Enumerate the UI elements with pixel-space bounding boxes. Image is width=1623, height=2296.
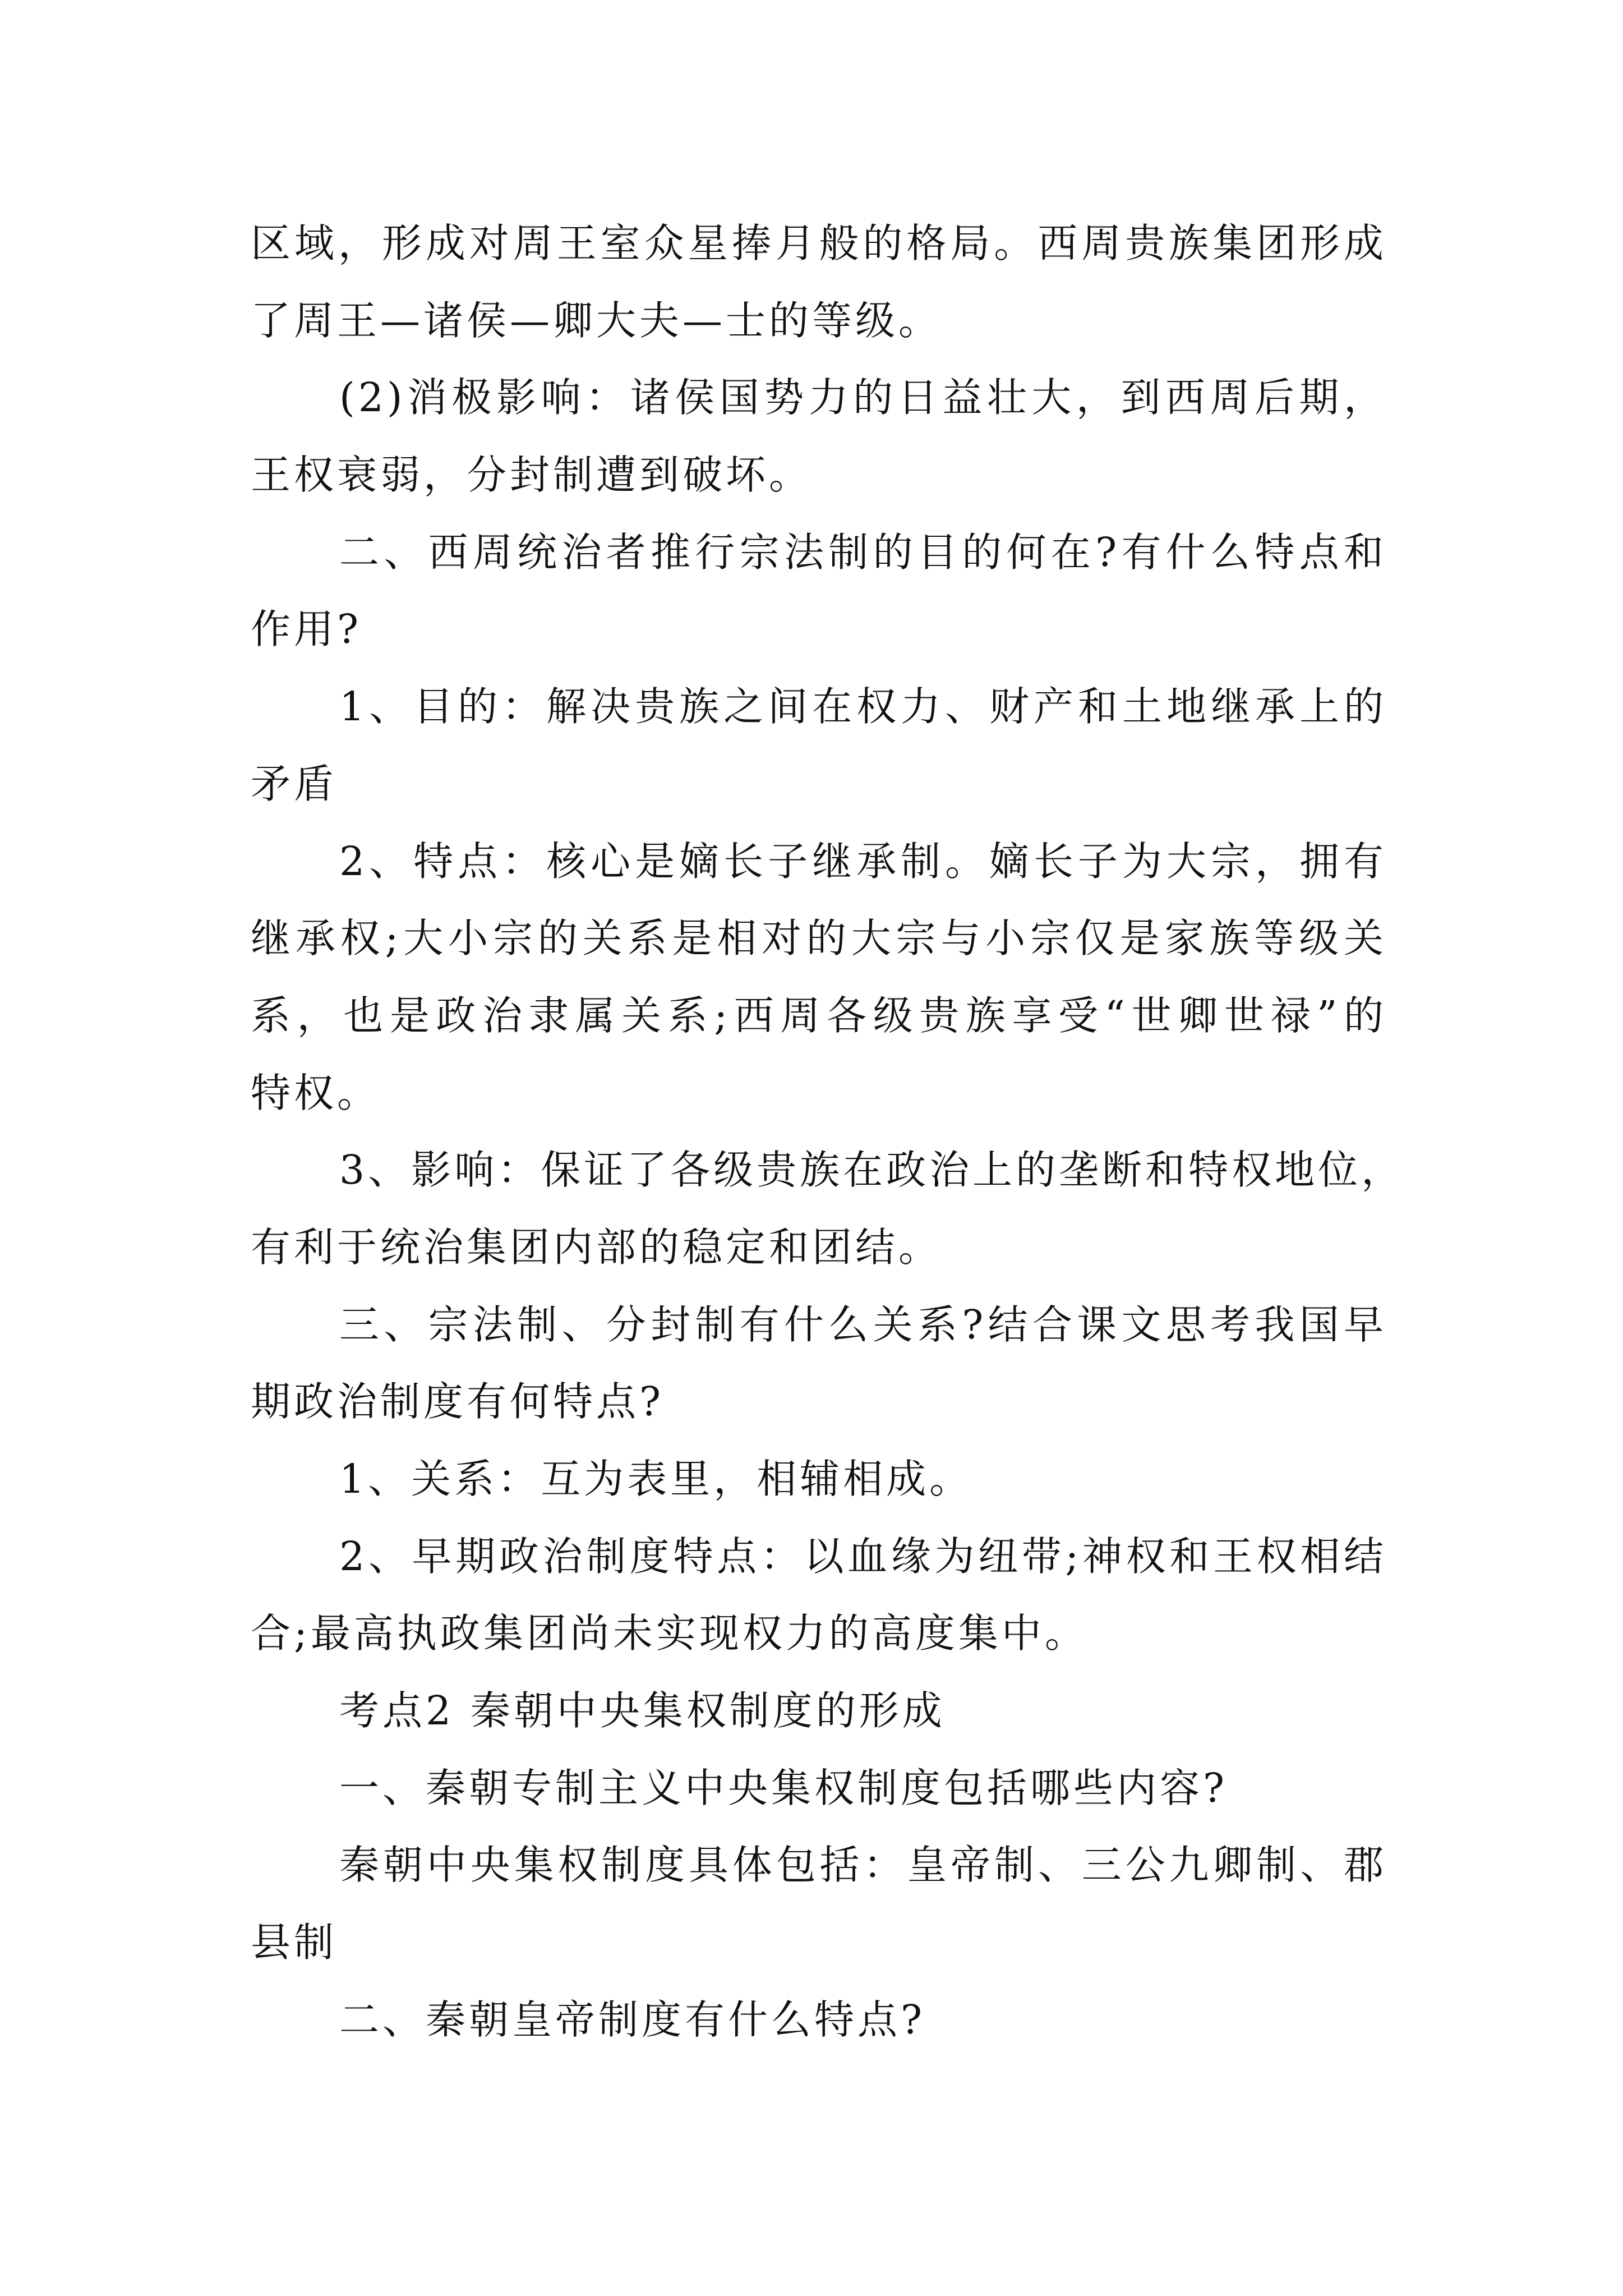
text-line: 一、秦朝专制主义中央集权制度包括哪些内容?	[339, 1764, 1228, 1811]
text-line: 矛盾	[251, 760, 338, 807]
paragraph-9	[251, 1518, 1387, 1672]
text-line: 有利于统治集团内部的稳定和团结。	[251, 1223, 942, 1271]
text-block	[251, 205, 1405, 2059]
paragraph-5	[251, 823, 1387, 1132]
paragraph-10	[251, 1672, 1387, 1750]
text-line: 2、特点：核心是嫡长子继承制。嫡长子为大宗，拥有	[339, 838, 1387, 885]
text-line: 合;最高执政集团尚未实现权力的高度集中。	[251, 1610, 1088, 1657]
text-line: 三、宗法制、分封制有什么关系?结合课文思考我国早	[339, 1301, 1387, 1348]
text-line: 系，也是政治隶属关系;西周各级贵族享受“世卿世禄”的	[251, 992, 1387, 1039]
text-line: 2、早期政治制度特点：以血缘为纽带;神权和王权相结	[339, 1533, 1387, 1580]
paragraph-13	[251, 1981, 1387, 2059]
paragraph-7	[251, 1286, 1387, 1441]
paragraph-2	[251, 359, 1387, 513]
text-line: 1、目的：解决贵族之间在权力、财产和土地继承上的	[339, 683, 1387, 730]
paragraph-11	[251, 1750, 1387, 1827]
text-line: 期政治制度有何特点?	[251, 1378, 665, 1425]
paragraph-8	[251, 1441, 1387, 1518]
text-line: 了周王—诸侯—卿大夫—士的等级。	[251, 297, 942, 344]
paragraph-4	[251, 668, 1387, 822]
text-line: 1、关系：互为表里，相辅相成。	[339, 1456, 973, 1502]
text-line: 王权衰弱，分封制遭到破坏。	[251, 452, 813, 499]
paragraph-3	[251, 514, 1387, 668]
text-line: 考点2 秦朝中央集权制度的形成	[339, 1687, 946, 1734]
text-line: 继承权;大小宗的关系是相对的大宗与小宗仅是家族等级关	[251, 915, 1387, 962]
text-line: 二、秦朝皇帝制度有什么特点?	[339, 1996, 926, 2043]
paragraph-12	[251, 1826, 1387, 1981]
paragraph-6	[251, 1131, 1405, 1286]
text-line: 区域，形成对周王室众星捧月般的格局。西周贵族集团形成	[251, 220, 1387, 266]
paragraph-1	[251, 205, 1387, 359]
text-line: 二、西周统治者推行宗法制的目的何在?有什么特点和	[339, 528, 1387, 576]
text-line: 特权。	[251, 1069, 381, 1116]
text-line: 县制	[251, 1919, 338, 1966]
text-line: 作用?	[251, 606, 362, 653]
text-line: (2)消极影响：诸侯国势力的日益壮大，到西周后期，	[339, 374, 1387, 421]
text-line: 3、影响：保证了各级贵族在政治上的垄断和特权地位，	[339, 1147, 1405, 1194]
text-line: 秦朝中央集权制度具体包括：皇帝制、三公九卿制、郡	[339, 1842, 1387, 1889]
